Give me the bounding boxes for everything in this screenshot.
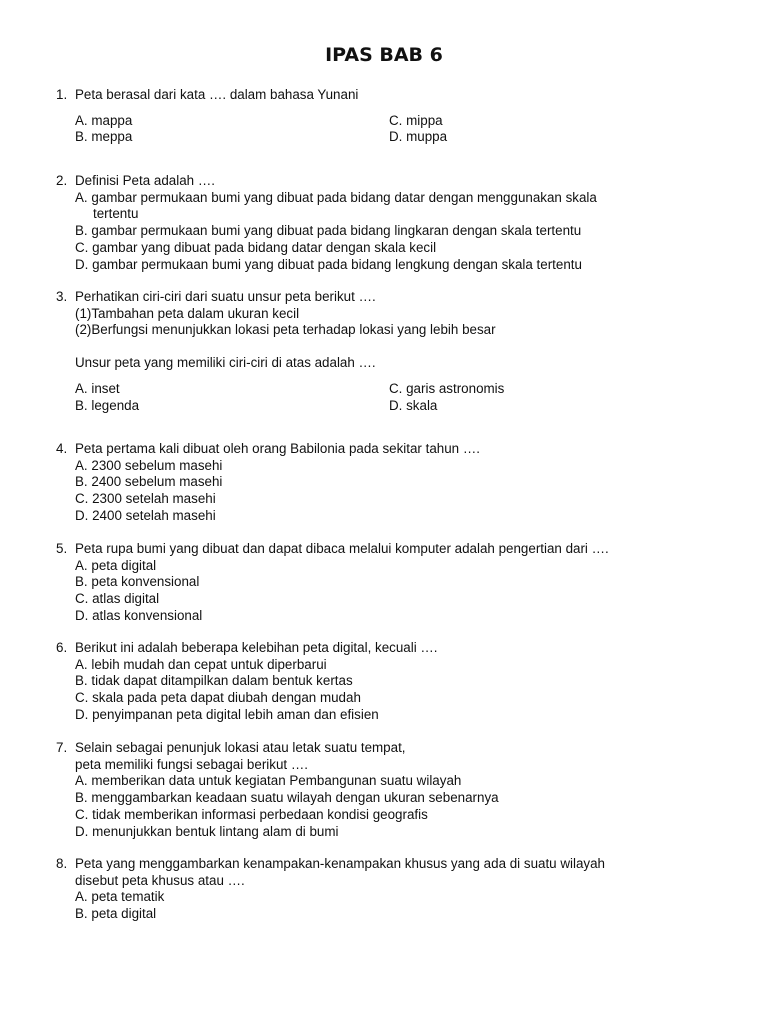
option-a: A. peta digital (75, 557, 157, 573)
option-d: D. penyimpanan peta digital lebih aman dan efisien (75, 706, 379, 722)
option-b: B. meppa (75, 129, 133, 145)
option-c: C. tidak memberikan informasi perbedaan kondisi geografis (75, 806, 428, 822)
option-c: C. gambar yang dibuat pada bidang datar dengan skala kecil (75, 239, 437, 255)
option-d: D. atlas konvensional (75, 607, 203, 623)
option-b: B. 2400 sebelum masehi (75, 474, 223, 490)
question-stem: Peta yang menggambarkan kenampakan-kenampakan khusus yang ada di suatu wilayah (75, 856, 606, 871)
question-stem-continuation: disebut peta khusus atau …. (75, 872, 245, 888)
option-c: C. mippa (389, 112, 443, 128)
option-a: A. 2300 sebelum masehi (75, 457, 223, 473)
question-7 (56, 740, 696, 840)
question-prompt: Unsur peta yang memiliki ciri-ciri di atas adalah …. (75, 355, 376, 371)
option-b: B. menggambarkan keadaan suatu wilayah dengan ukuran sebenarnya (75, 790, 499, 806)
question-number: 5. (56, 541, 68, 556)
option-a: A. peta tematik (75, 889, 165, 905)
question-number: 7. (56, 740, 68, 755)
option-a: A. mappa (75, 112, 133, 128)
question-number: 1. (56, 87, 68, 102)
question-stem: Berikut ini adalah beberapa kelebihan peta digital, kecuali …. (75, 640, 438, 655)
option-d: D. 2400 setelah masehi (75, 507, 216, 523)
question-stem: Perhatikan ciri-ciri dari suatu unsur peta berikut …. (75, 289, 376, 304)
option-a: A. memberikan data untuk kegiatan Pembangunan suatu wilayah (75, 773, 462, 789)
characteristic-1: (1)Tambahan peta dalam ukuran kecil (75, 305, 300, 321)
option-d: D. muppa (389, 129, 448, 145)
option-d: D. skala (389, 397, 438, 413)
option-a: A. lebih mudah dan cepat untuk diperbarui (75, 656, 327, 672)
question-stem: Selain sebagai penunjuk lokasi atau letak suatu tempat, (75, 740, 406, 755)
option-c: C. atlas digital (75, 591, 160, 607)
question-stem-continuation: peta memiliki fungsi sebagai berikut …. (75, 756, 308, 772)
question-8 (56, 856, 696, 923)
option-b: B. peta konvensional (75, 574, 200, 590)
question-4 (56, 441, 696, 525)
question-number: 8. (56, 856, 68, 871)
question-number: 3. (56, 289, 68, 304)
option-a: A. inset (75, 380, 120, 396)
question-1 (56, 87, 696, 146)
question-2 (56, 173, 696, 273)
option-b: B. tidak dapat ditampilkan dalam bentuk kertas (75, 673, 353, 689)
question-stem: Peta pertama kali dibuat oleh orang Babilonia pada sekitar tahun …. (75, 441, 480, 456)
page-title: IPAS BAB 6 (325, 44, 443, 66)
option-b: B. peta digital (75, 906, 157, 922)
question-stem: Peta rupa bumi yang dibuat dan dapat dibaca melalui komputer adalah pengertian dari …. (75, 541, 609, 556)
question-stem: Definisi Peta adalah …. (75, 173, 215, 188)
option-a-continuation: tertentu (93, 206, 139, 222)
option-c: C. skala pada peta dapat diubah dengan mudah (75, 690, 361, 706)
option-a: A. gambar permukaan bumi yang dibuat pada bidang datar dengan menggunakan skala (75, 189, 597, 205)
option-d: D. menunjukkan bentuk lintang alam di bumi (75, 823, 339, 839)
question-3 (56, 289, 696, 414)
option-b: B. legenda (75, 397, 140, 413)
option-b: B. gambar permukaan bumi yang dibuat pada bidang lingkaran dengan skala tertentu (75, 223, 582, 239)
question-5 (56, 541, 696, 625)
question-6 (56, 640, 696, 724)
characteristic-2: (2)Berfungsi menunjukkan lokasi peta terhadap lokasi yang lebih besar (75, 322, 496, 338)
question-number: 4. (56, 441, 68, 456)
question-number: 2. (56, 173, 68, 188)
option-d: D. gambar permukaan bumi yang dibuat pada bidang lengkung dengan skala tertentu (75, 256, 582, 272)
option-c: C. garis astronomis (389, 380, 505, 396)
option-c: C. 2300 setelah masehi (75, 491, 216, 507)
question-stem: Peta berasal dari kata …. dalam bahasa Yunani (75, 87, 359, 102)
question-number: 6. (56, 640, 68, 655)
